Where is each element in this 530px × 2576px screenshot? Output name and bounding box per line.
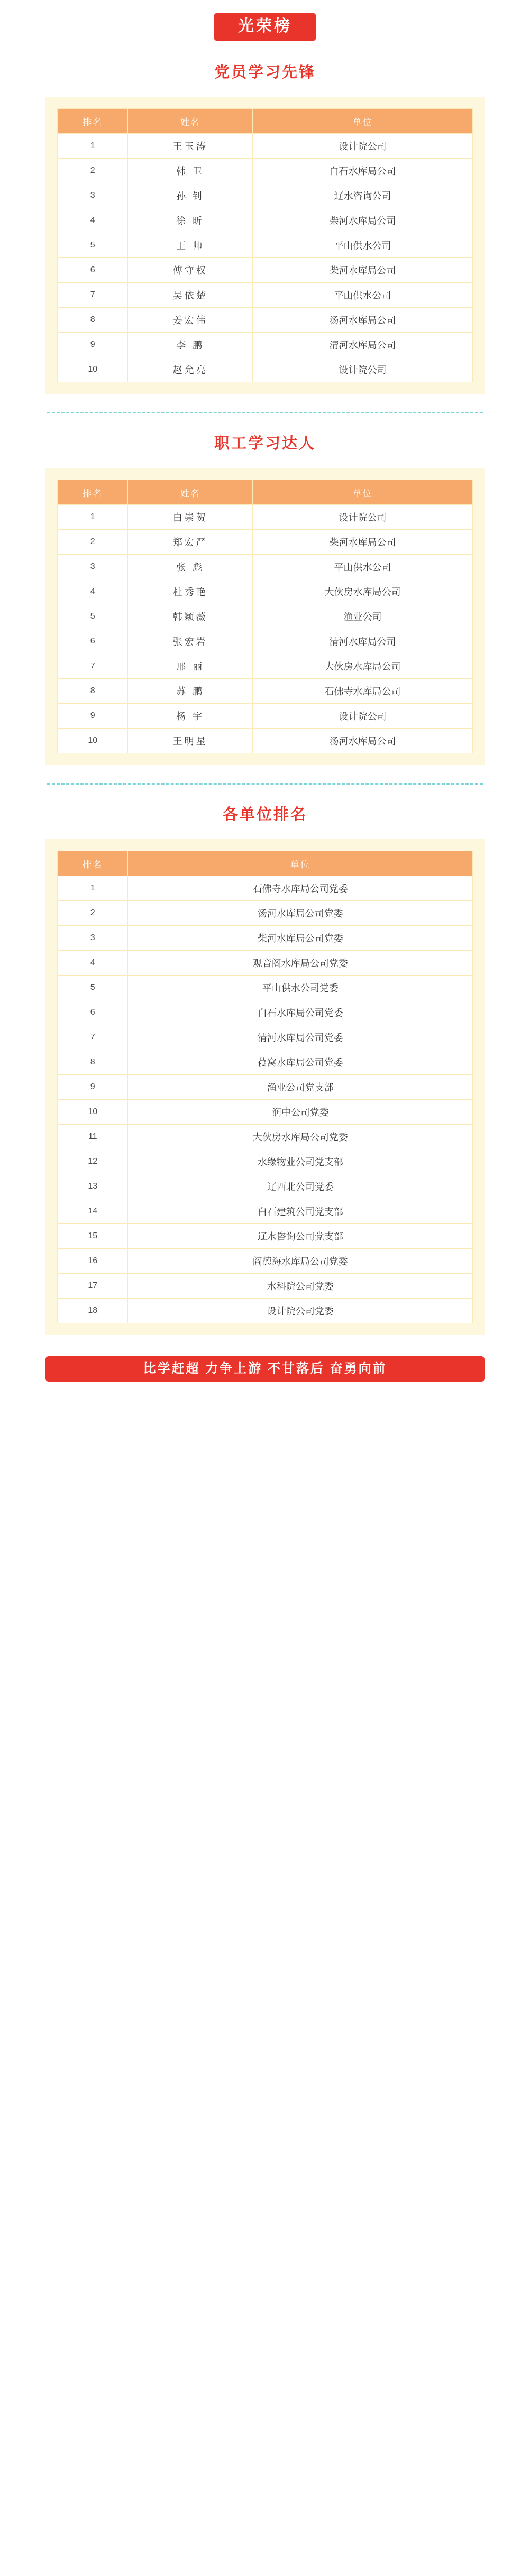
cell-unit: 平山供水公司 [252,233,472,258]
cell-rank: 14 [58,1199,128,1224]
table-row [58,258,473,283]
table-row [58,926,473,951]
cell-name: 韩 卫 [128,159,253,183]
table-row [58,704,473,729]
section-unit-ranking [0,803,530,1335]
cell-unit: 汤河水库局公司 [252,729,472,753]
table-row [58,951,473,976]
cell-rank: 8 [58,1050,128,1075]
table-row [58,604,473,629]
cell-name: 白崇贺 [128,505,253,530]
cell-unit: 辽水咨询公司 [252,183,472,208]
cell-rank: 9 [58,704,128,729]
cell-unit: 大伙房水库局公司 [252,654,472,679]
table-row [58,1149,473,1174]
table-card [45,97,485,394]
cell-unit: 水科院公司党委 [128,1274,473,1299]
table-row [58,233,473,258]
cell-unit: 设计院公司党委 [128,1299,473,1323]
cell-unit: 石佛寺水库局公司 [252,679,472,704]
cell-unit: 白石水库局公司党委 [128,1000,473,1025]
cell-unit: 清河水库局公司 [252,333,472,357]
cell-rank: 2 [58,159,128,183]
cell-unit: 平山供水公司 [252,555,472,579]
cell-unit: 阎德海水库局公司党委 [128,1249,473,1274]
cell-rank: 5 [58,233,128,258]
table-row [58,1050,473,1075]
table-row [58,159,473,183]
cell-unit: 柴河水库局公司 [252,530,472,555]
cell-unit: 柴河水库局公司党委 [128,926,473,951]
cell-name: 赵允亮 [128,357,253,382]
cell-name: 李 鹏 [128,333,253,357]
cell-rank: 18 [58,1299,128,1323]
cell-rank: 10 [58,1100,128,1125]
cell-unit: 水缘物业公司党支部 [128,1149,473,1174]
cell-unit: 葠窝水库局公司党委 [128,1050,473,1075]
page-title: 光荣榜 [214,13,316,41]
cell-unit: 平山供水公司 [252,283,472,308]
cell-unit: 清河水库局公司 [252,629,472,654]
cell-unit: 大伙房水库局公司 [252,579,472,604]
cell-rank: 12 [58,1149,128,1174]
cell-name: 孙 钊 [128,183,253,208]
column-header-name: 姓名 [128,109,253,134]
cell-rank: 10 [58,729,128,753]
cell-rank: 1 [58,134,128,159]
section-title: 职工学习达人 [214,435,316,452]
cell-unit: 大伙房水库局公司党委 [128,1125,473,1149]
cell-name: 姜宏伟 [128,308,253,333]
table-row [58,1075,473,1100]
cell-rank: 9 [58,1075,128,1100]
cell-rank: 4 [58,951,128,976]
table-row [58,1199,473,1224]
table-row [58,654,473,679]
cell-name: 王玉涛 [128,134,253,159]
cell-unit: 石佛寺水库局公司党委 [128,876,473,901]
cell-rank: 3 [58,926,128,951]
cell-rank: 2 [58,901,128,926]
table-row [58,876,473,901]
cell-rank: 5 [58,976,128,1000]
table-header-row [58,480,473,505]
section-party-member-pioneers [0,60,530,394]
table-row [58,1274,473,1299]
cell-rank: 4 [58,208,128,233]
cell-unit: 汤河水库局公司 [252,308,472,333]
section-divider [47,783,483,785]
cell-unit: 白石水库局公司 [252,159,472,183]
rank-table [57,851,473,1323]
table-row [58,183,473,208]
footer-banner [0,1356,530,1382]
cell-rank: 11 [58,1125,128,1149]
table-row [58,1299,473,1323]
cell-rank: 3 [58,555,128,579]
column-header-unit: 单位 [252,109,472,134]
cell-name: 邢 丽 [128,654,253,679]
cell-unit: 润中公司党委 [128,1100,473,1125]
cell-rank: 8 [58,679,128,704]
section-staff-learning-stars [0,431,530,765]
cell-rank: 6 [58,1000,128,1025]
cell-name: 傅守权 [128,258,253,283]
table-row [58,333,473,357]
table-row [58,283,473,308]
table-row [58,1174,473,1199]
table-row [58,208,473,233]
cell-rank: 9 [58,333,128,357]
rank-table [57,108,473,382]
cell-name: 郑宏严 [128,530,253,555]
cell-name: 韩颖薇 [128,604,253,629]
rank-table [57,480,473,753]
cell-unit: 辽水咨询公司党支部 [128,1224,473,1249]
cell-rank: 5 [58,604,128,629]
cell-name: 王 帅 [128,233,253,258]
table-row [58,679,473,704]
cell-rank: 17 [58,1274,128,1299]
cell-rank: 2 [58,530,128,555]
cell-unit: 渔业公司党支部 [128,1075,473,1100]
cell-unit: 设计院公司 [252,704,472,729]
column-header-unit: 单位 [252,480,472,505]
column-header-rank: 排名 [58,480,128,505]
table-row [58,1025,473,1050]
table-row [58,1125,473,1149]
cell-rank: 8 [58,308,128,333]
table-row [58,530,473,555]
cell-unit: 设计院公司 [252,134,472,159]
top-banner [0,13,530,41]
table-header-row [58,109,473,134]
column-header-unit: 单位 [128,851,473,876]
table-card [45,468,485,765]
table-row [58,134,473,159]
table-row [58,1249,473,1274]
cell-unit: 设计院公司 [252,505,472,530]
table-row [58,901,473,926]
cell-unit: 汤河水库局公司党委 [128,901,473,926]
table-row [58,555,473,579]
table-row [58,1000,473,1025]
cell-name: 杜秀艳 [128,579,253,604]
cell-unit: 白石建筑公司党支部 [128,1199,473,1224]
cell-unit: 渔业公司 [252,604,472,629]
column-header-name: 姓名 [128,480,253,505]
table-row [58,505,473,530]
cell-unit: 观音阁水库局公司党委 [128,951,473,976]
cell-rank: 7 [58,1025,128,1050]
column-header-rank: 排名 [58,851,128,876]
table-card [45,839,485,1335]
cell-name: 张 彪 [128,555,253,579]
cell-unit: 平山供水公司党委 [128,976,473,1000]
table-row [58,629,473,654]
table-row [58,579,473,604]
slogan-text: 比学赶超 力争上游 不甘落后 奋勇向前 [45,1356,485,1382]
cell-rank: 16 [58,1249,128,1274]
cell-name: 徐 昕 [128,208,253,233]
section-title: 各单位排名 [222,806,307,823]
cell-name: 杨 宇 [128,704,253,729]
cell-unit: 清河水库局公司党委 [128,1025,473,1050]
table-row [58,308,473,333]
cell-rank: 1 [58,505,128,530]
cell-unit: 柴河水库局公司 [252,258,472,283]
table-row [58,1100,473,1125]
cell-name: 苏 鹏 [128,679,253,704]
cell-unit: 设计院公司 [252,357,472,382]
cell-rank: 3 [58,183,128,208]
section-divider [47,412,483,413]
cell-rank: 1 [58,876,128,901]
cell-rank: 15 [58,1224,128,1249]
cell-rank: 4 [58,579,128,604]
cell-name: 张宏岩 [128,629,253,654]
cell-rank: 7 [58,283,128,308]
cell-name: 王明星 [128,729,253,753]
cell-rank: 7 [58,654,128,679]
cell-rank: 6 [58,258,128,283]
cell-unit: 柴河水库局公司 [252,208,472,233]
table-row [58,729,473,753]
cell-unit: 辽西北公司党委 [128,1174,473,1199]
table-row [58,357,473,382]
cell-name: 吴依楚 [128,283,253,308]
section-title: 党员学习先锋 [214,64,316,81]
table-row [58,1224,473,1249]
cell-rank: 6 [58,629,128,654]
cell-rank: 10 [58,357,128,382]
table-row [58,976,473,1000]
table-header-row [58,851,473,876]
column-header-rank: 排名 [58,109,128,134]
cell-rank: 13 [58,1174,128,1199]
